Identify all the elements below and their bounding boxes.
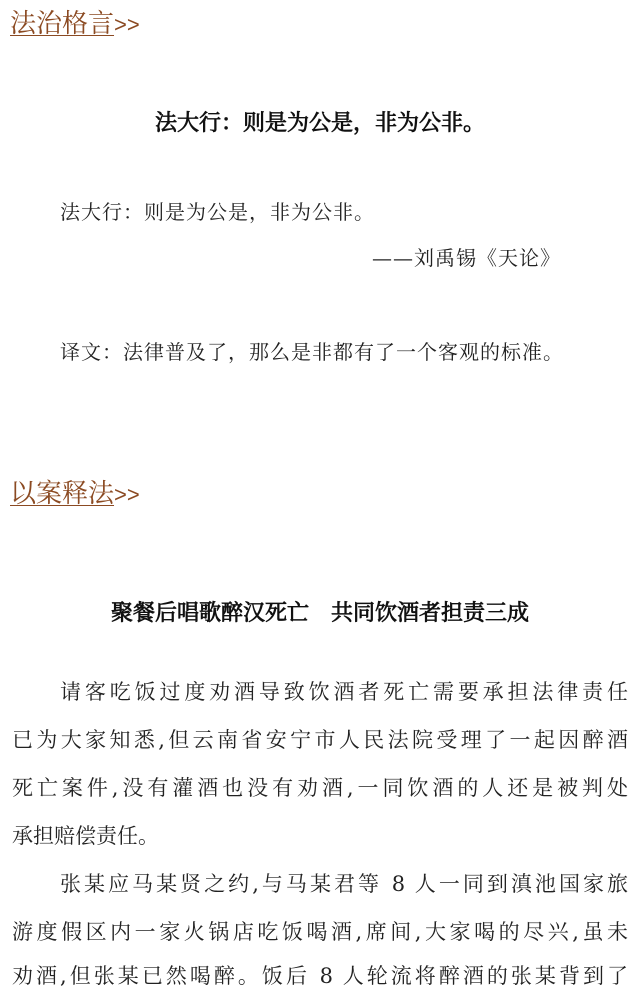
paragraph-line: 请客吃饭过度劝酒导致饮酒者死亡需要承担法律责任: [60, 680, 628, 704]
section-arrow: >>: [114, 12, 140, 37]
section-header-case-explanation[interactable]: [10, 480, 140, 506]
quote-source: ——刘禹锡《天论》: [372, 246, 561, 270]
paragraph-line: 已为大家知悉,但云南省安宁市人民法院受理了一起因醉酒: [12, 728, 628, 752]
quote-translation: 译文：法律普及了，那么是非都有了一个客观的标准。: [60, 340, 564, 364]
quote-text: 法大行：则是为公是，非为公非。: [60, 200, 375, 224]
section-title[interactable]: 以案释法: [10, 478, 115, 508]
paragraph-line: 张某应马某贤之约,与马某君等 8 人一同到滇池国家旅: [60, 872, 628, 896]
paragraph-line: 劝酒,但张某已然喝醉。饭后 8 人轮流将醉酒的张某背到了: [12, 964, 628, 988]
case-heading: 聚餐后唱歌醉汉死亡 共同饮酒者担责三成: [110, 601, 529, 626]
section-title[interactable]: 法治格言: [10, 8, 115, 38]
paragraph-line: 游度假区内一家火锅店吃饭喝酒,席间,大家喝的尽兴,虽未: [12, 920, 628, 944]
quote-heading: 法大行：则是为公是，非为公非。: [154, 111, 485, 136]
section-arrow: >>: [114, 482, 140, 507]
section-header-legal-maxims[interactable]: [10, 10, 140, 36]
paragraph-line: 死亡案件,没有灌酒也没有劝酒,一同饮酒的人还是被判处: [12, 776, 628, 800]
paragraph-line: 承担赔偿责任。: [12, 824, 159, 848]
